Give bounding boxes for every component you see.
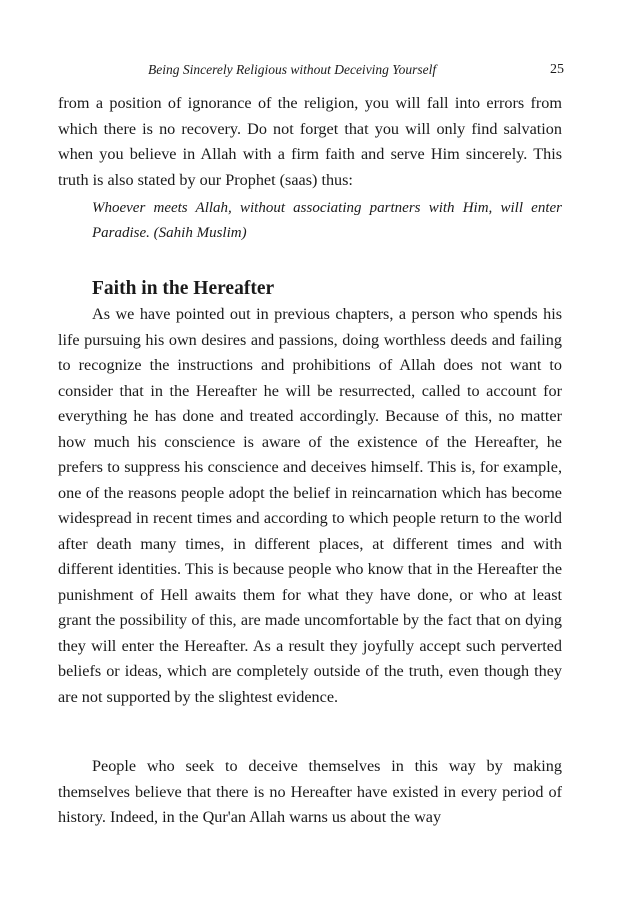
- running-header: [58, 62, 564, 82]
- hadith-quote: Whoever meets Allah, without associating partners with Him, will enter Paradise. (Sahih Muslim): [92, 200, 562, 241]
- paragraph-continuation: from a position of ignorance of the religion, you will fall into errors from which there is no recovery. Do not forget that you will only find salvation when you believe in Allah with a firm faith and serve Him sincerely. This truth is also stated by our Prophet (saas) thus:: [58, 94, 562, 189]
- page-number: 25: [550, 62, 564, 77]
- running-title: Being Sincerely Religious without Deceiving Yourself: [148, 62, 437, 77]
- paragraph-hereafter: As we have pointed out in previous chapters, a person who spends his life pursuing his own desires and passions, doing worthless deeds and failing to recognize the instructions and prohibitions of Allah does not want to consider that in the Hereafter he will be resurrected, called to account for everything he has done and treated accordingly. Because of this, no matter how much his conscience is aware of the existence of the Hereafter, he prefers to suppress his conscience and deceives himself. This is, for example, one of the reasons people adopt the belief in reincarnation which has become widespread in recent times and according to which people return to the world after death many times, in different places, at different times and with different identities. This is because people who know that in the Hereafter the punishment of Hell awaits them for what they have done, or who at least grant the possibility of this, are made uncomfortable by the fact that on dying they will enter the Hereafter. As a result they joyfully accept such perverted beliefs or ideas, which are completely outside of the truth, even though they are not supported by the slightest evidence.: [58, 305, 562, 706]
- paragraph-deception: People who seek to deceive themselves in this way by making themselves believe that there is no Hereafter have existed in every period of history. Indeed, in the Qur'an Allah warns us about the way: [58, 757, 562, 826]
- section-heading: Faith in the Hereafter: [92, 278, 275, 299]
